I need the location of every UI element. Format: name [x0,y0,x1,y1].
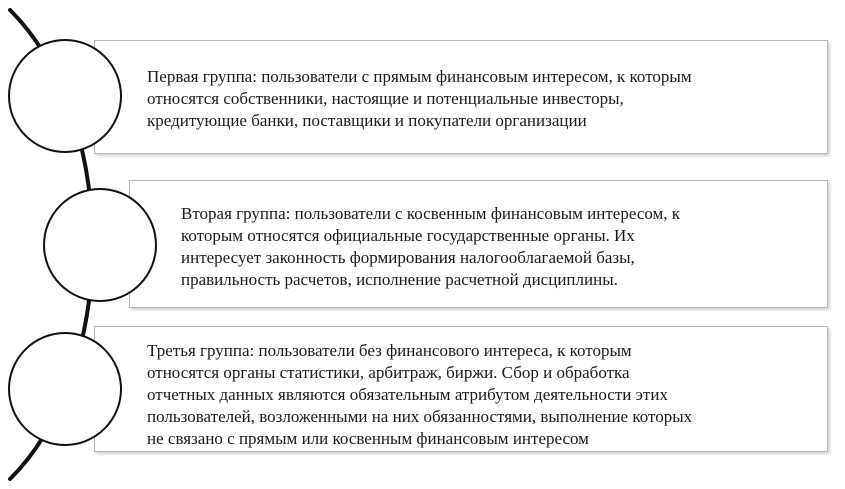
group-2-text: Вторая группа: пользователи с косвенным финансовым интересом, к которым относятся официальные государственные органы. Их интересует законность формирования налогооблагаемой базы, правильность расчетов, исполнение расчетной дисциплины. [181,204,681,289]
group-3-text: Третья группа: пользователи без финансового интереса, к которым относятся органы статистики, арбитраж, биржи. Сбор и обработка отчетных данных являются обязательным атрибутом деятельности этих пользователей, возложенными на них обязанностями, выполнение которых не связано с прямым или косвенным финансовым интересом [147,341,693,448]
group-3-circle-marker [8,332,122,446]
group-2-circle-marker [43,188,157,302]
group-1-circle-marker [8,39,122,153]
group-1-text: Первая группа: пользователи с прямым финансовым интересом, к которым относятся собственники, настоящие и потенциальные инвесторы, кредитующие банки, поставщики и покупатели организации [147,67,692,130]
